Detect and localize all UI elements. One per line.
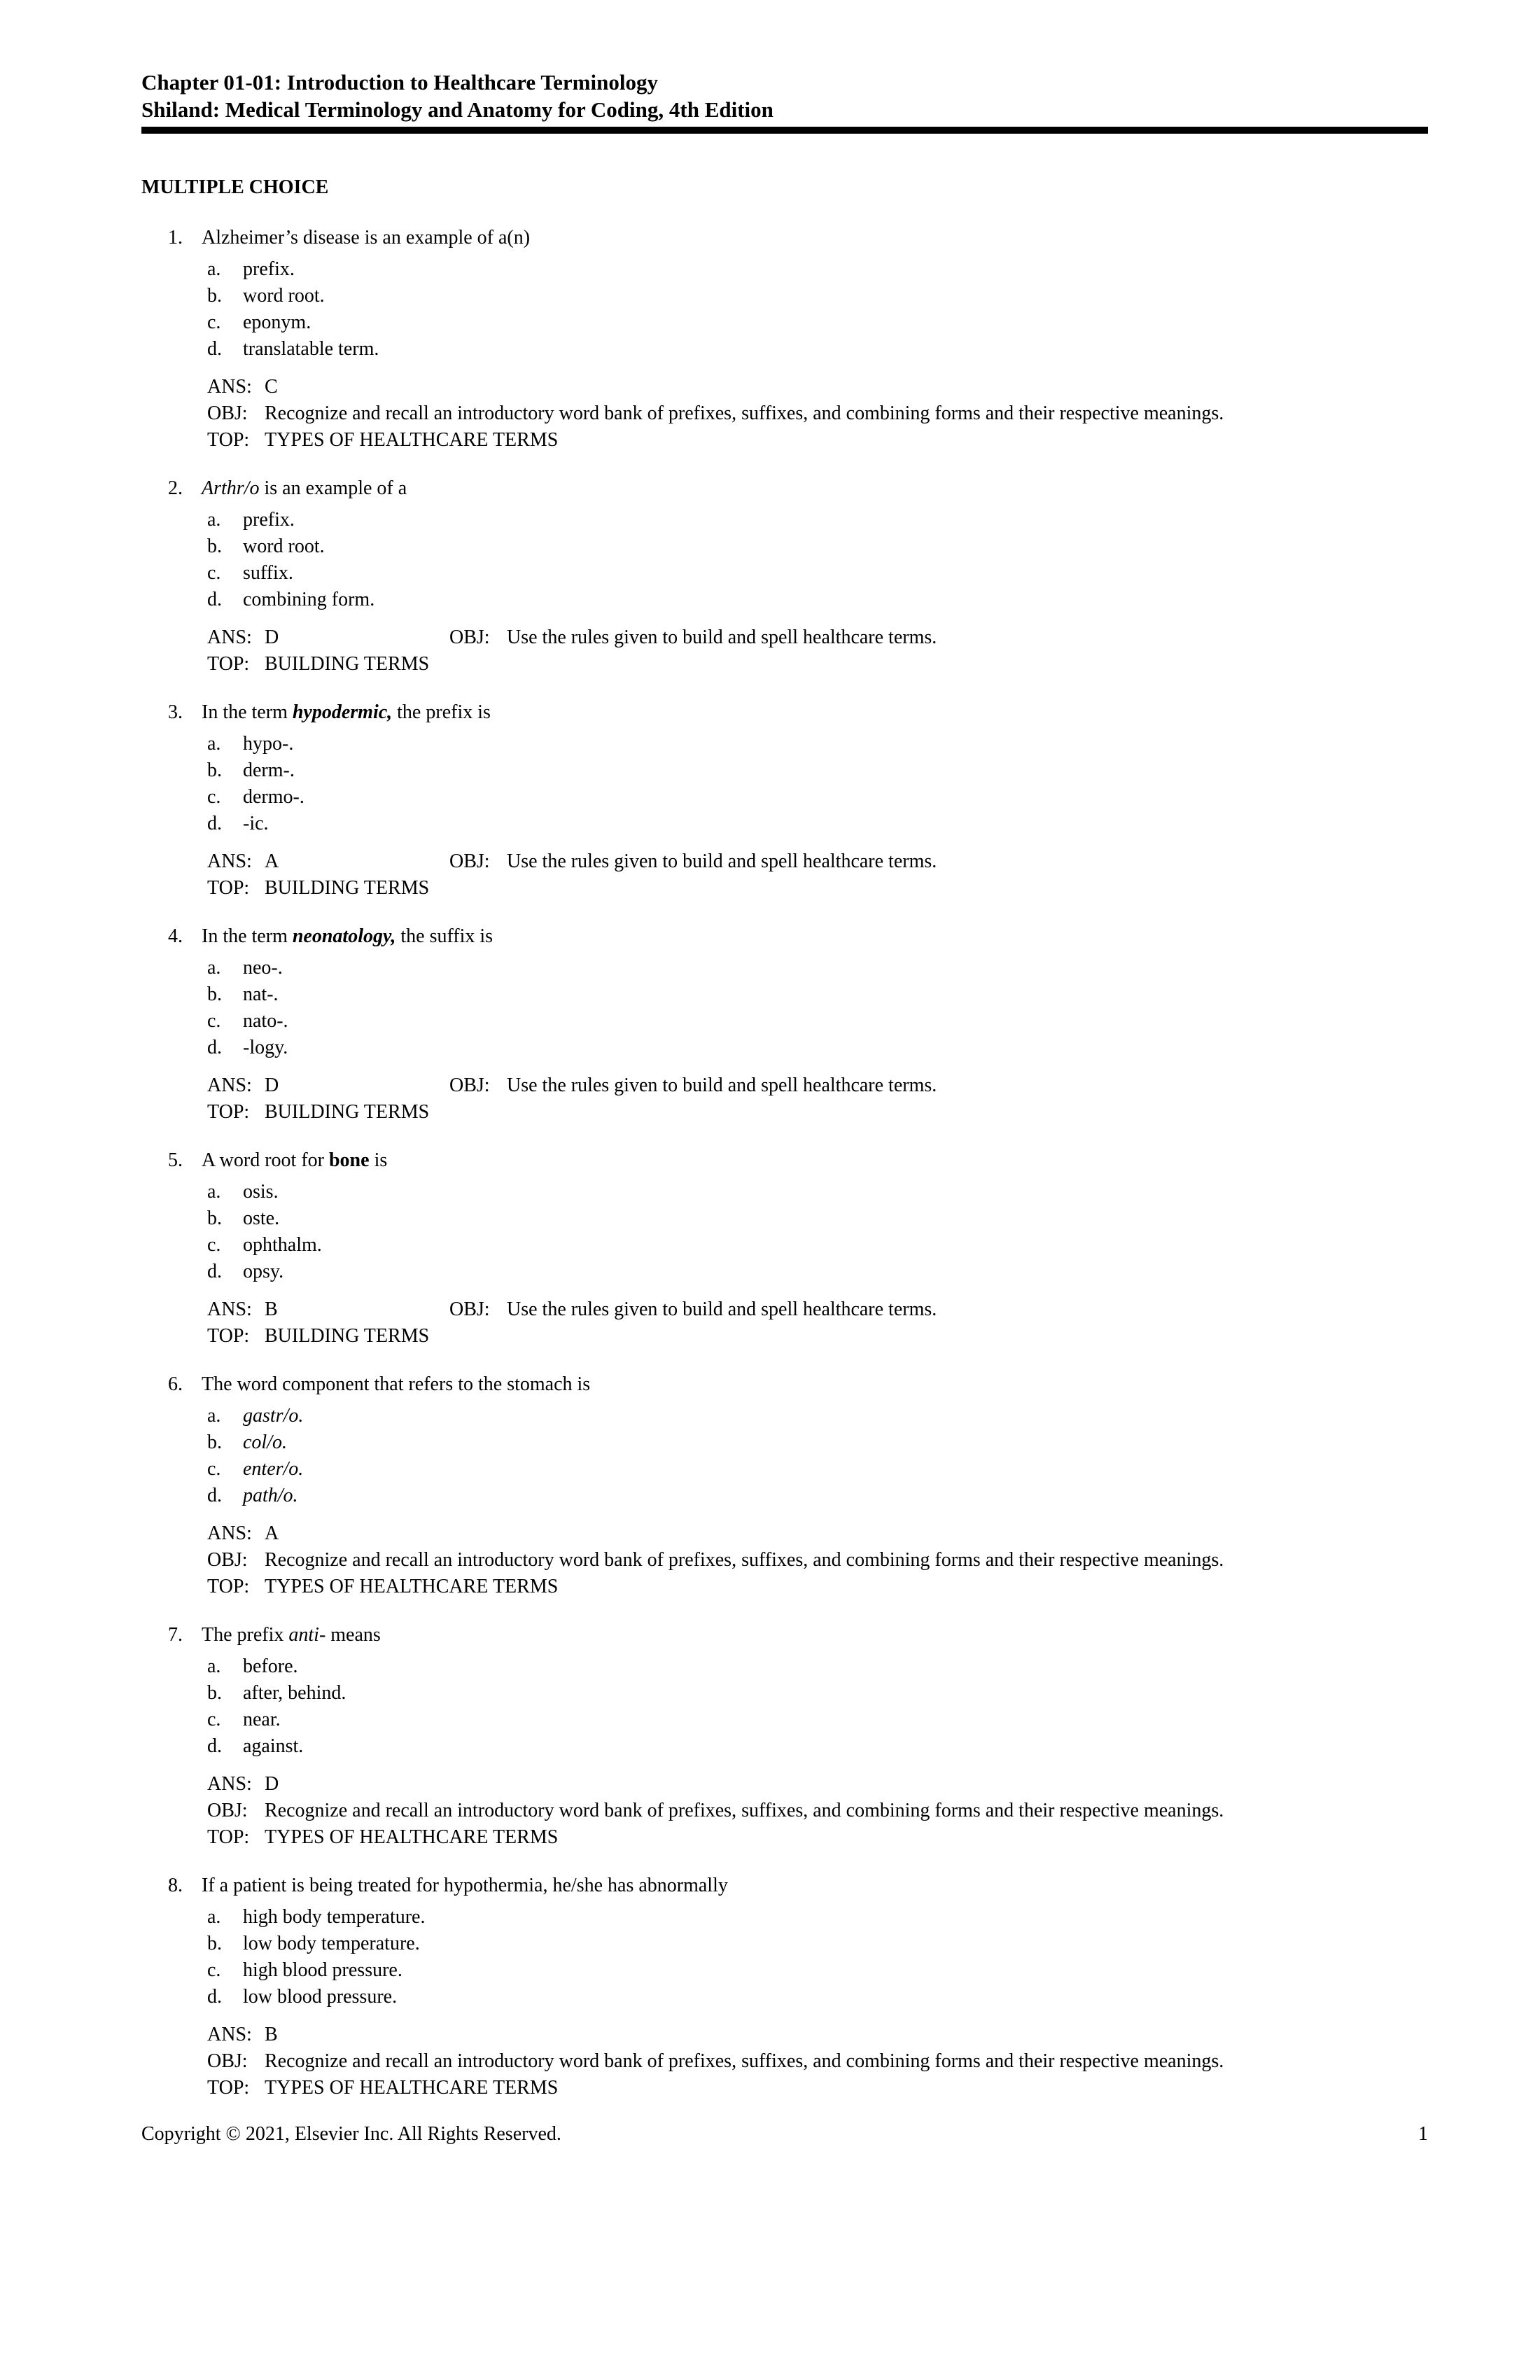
choice-a <box>207 1179 1428 1205</box>
choice-d <box>207 811 1428 837</box>
question-number: 4. <box>168 925 183 947</box>
obj-row <box>207 1547 1428 1574</box>
answer-value: C <box>265 376 278 398</box>
stem-text: A word root for <box>202 1149 329 1171</box>
question-4 <box>141 923 1428 1126</box>
choice-text: low blood pressure. <box>243 1986 398 2008</box>
obj-label: OBJ: <box>207 1800 248 1821</box>
choice-letter: b. <box>207 1682 222 1704</box>
choice-text: before. <box>243 1656 298 1677</box>
choice-c <box>207 784 1428 811</box>
choice-b <box>207 533 1428 560</box>
stem-text: The prefix <box>202 1624 289 1646</box>
choice-c <box>207 1008 1428 1035</box>
topic-text: TYPES OF HEALTHCARE TERMS <box>265 2077 559 2099</box>
choice-text: -ic. <box>243 813 269 834</box>
choice-letter: b. <box>207 1933 222 1954</box>
answer-value: D <box>265 626 279 648</box>
question-stem <box>202 1371 1428 1398</box>
choice-b <box>207 1205 1428 1232</box>
topic-text: TYPES OF HEALTHCARE TERMS <box>265 1826 559 1848</box>
answer-value: A <box>265 1522 279 1544</box>
ans-row <box>207 374 1428 400</box>
question-6 <box>141 1371 1428 1600</box>
choice-text: high body temperature. <box>243 1906 426 1928</box>
choice-letter: b. <box>207 285 222 307</box>
book-title: Shiland: Medical Terminology and Anatomy for Coding, 4th Edition <box>141 97 774 122</box>
top-label: TOP: <box>207 429 250 451</box>
answer-block <box>207 848 1428 902</box>
choice-text: enter/o. <box>243 1458 304 1480</box>
objective-text: Use the rules given to build and spell healthcare terms. <box>507 626 937 648</box>
top-row <box>207 1323 1428 1350</box>
question-1 <box>141 225 1428 454</box>
ans-label: ANS: <box>207 1074 252 1096</box>
choice-text: gastr/o. <box>243 1405 304 1427</box>
stem-emphasis: Arthr/o <box>202 477 260 499</box>
choice-c <box>207 560 1428 587</box>
top-row <box>207 1824 1428 1851</box>
answer-block <box>207 374 1428 454</box>
choice-text: combining form. <box>243 589 375 610</box>
top-row <box>207 1099 1428 1126</box>
objective-text: Recognize and recall an introductory word bank of prefixes, suffixes, and combining forms and their respective meanings. <box>265 402 1224 424</box>
choice-letter: d. <box>207 1261 222 1282</box>
choice-b <box>207 283 1428 309</box>
ans-row <box>207 2022 1428 2048</box>
choice-text: after, behind. <box>243 1682 346 1704</box>
choice-a <box>207 1904 1428 1931</box>
choice-text: oste. <box>243 1208 280 1229</box>
section-title: MULTIPLE CHOICE <box>141 176 329 198</box>
choice-a <box>207 955 1428 981</box>
choice-letter: b. <box>207 983 222 1005</box>
choice-letter: d. <box>207 338 222 360</box>
stem-text: is an example of a <box>259 477 407 499</box>
choice-text: -logy. <box>243 1037 288 1058</box>
choice-text: high blood pressure. <box>243 1959 402 1981</box>
ans-obj-row <box>207 848 1428 875</box>
choice-d <box>207 1984 1428 2010</box>
choice-letter: a. <box>207 258 221 280</box>
question-stem <box>202 1147 1428 1174</box>
choice-letter: c. <box>207 1458 221 1480</box>
topic-text: BUILDING TERMS <box>265 1325 430 1347</box>
choice-d <box>207 1035 1428 1061</box>
choice-letter: c. <box>207 562 221 584</box>
choice-text: nato-. <box>243 1010 288 1032</box>
choice-a <box>207 1653 1428 1680</box>
question-stem <box>202 1872 1428 1899</box>
question-number: 1. <box>168 227 183 248</box>
choice-text: eponym. <box>243 312 312 333</box>
choices-list <box>207 731 1428 837</box>
question-8 <box>141 1872 1428 2101</box>
choice-letter: c. <box>207 1709 221 1730</box>
choice-text: derm-. <box>243 760 295 781</box>
choice-letter: b. <box>207 1432 222 1453</box>
choice-b <box>207 1680 1428 1707</box>
obj-label: OBJ: <box>207 402 248 424</box>
choice-letter: b. <box>207 760 222 781</box>
choice-text: against. <box>243 1735 304 1757</box>
objective-text: Recognize and recall an introductory word bank of prefixes, suffixes, and combining forms and their respective meanings. <box>265 2050 1224 2072</box>
choice-text: osis. <box>243 1181 279 1203</box>
choice-letter: a. <box>207 1906 221 1928</box>
stem-text: If a patient is being treated for hypothermia, he/she has abnormally <box>202 1875 728 1896</box>
choice-text: col/o. <box>243 1432 287 1453</box>
choice-text: nat-. <box>243 983 279 1005</box>
answer-block <box>207 1296 1428 1350</box>
choice-d <box>207 587 1428 613</box>
ans-label: ANS: <box>207 850 252 872</box>
choice-text: low body temperature. <box>243 1933 420 1954</box>
question-stem <box>202 1622 1428 1648</box>
choice-letter: b. <box>207 536 222 557</box>
page-number: 1 <box>1418 2123 1428 2145</box>
copyright-notice: Copyright © 2021, Elsevier Inc. All Rights Reserved. <box>141 2123 561 2145</box>
question-5 <box>141 1147 1428 1350</box>
header-rule <box>141 127 1428 134</box>
question-number: 5. <box>168 1149 183 1171</box>
stem-text: In the term <box>202 701 293 723</box>
choice-letter: d. <box>207 1037 222 1058</box>
question-stem <box>202 475 1428 502</box>
obj-row <box>207 400 1428 427</box>
choice-c <box>207 1707 1428 1733</box>
choice-letter: d. <box>207 1735 222 1757</box>
answer-block <box>207 2022 1428 2101</box>
choice-letter: a. <box>207 1405 221 1427</box>
choice-d <box>207 1259 1428 1285</box>
stem-emphasis: neonatology, <box>292 925 396 947</box>
answer-value: A <box>265 850 279 872</box>
choice-text: suffix. <box>243 562 293 584</box>
top-row <box>207 651 1428 678</box>
top-label: TOP: <box>207 1576 250 1597</box>
choice-letter: a. <box>207 957 221 979</box>
choices-list <box>207 1653 1428 1760</box>
choice-d <box>207 1483 1428 1509</box>
ans-label: ANS: <box>207 1298 252 1320</box>
choice-text: dermo-. <box>243 786 304 808</box>
choice-c <box>207 1232 1428 1259</box>
answer-block <box>207 1072 1428 1126</box>
ans-row <box>207 1520 1428 1547</box>
chapter-title: Chapter 01-01: Introduction to Healthcare Terminology <box>141 70 658 94</box>
ans-obj-row <box>207 1296 1428 1323</box>
choice-text: ophthalm. <box>243 1234 322 1256</box>
answer-block <box>207 624 1428 678</box>
stem-text: means <box>326 1624 381 1646</box>
stem-text: In the term <box>202 925 293 947</box>
choices-list <box>207 507 1428 613</box>
choice-c <box>207 309 1428 336</box>
choice-d <box>207 336 1428 363</box>
obj-row <box>207 1798 1428 1824</box>
question-3 <box>141 699 1428 902</box>
topic-text: BUILDING TERMS <box>265 877 430 899</box>
choice-b <box>207 1429 1428 1456</box>
choices-list <box>207 1179 1428 1285</box>
objective-text: Recognize and recall an introductory word bank of prefixes, suffixes, and combining forms and their respective meanings. <box>265 1800 1224 1821</box>
choice-c <box>207 1456 1428 1483</box>
question-number: 6. <box>168 1373 183 1395</box>
question-number: 3. <box>168 701 183 723</box>
top-label: TOP: <box>207 877 250 899</box>
topic-text: BUILDING TERMS <box>265 1101 430 1123</box>
answer-value: B <box>265 1298 278 1320</box>
choice-letter: a. <box>207 509 221 531</box>
obj-label: OBJ: <box>207 2050 248 2072</box>
question-number: 7. <box>168 1624 183 1646</box>
choice-text: path/o. <box>243 1485 298 1506</box>
choice-letter: c. <box>207 1959 221 1981</box>
choice-a <box>207 256 1428 283</box>
ans-obj-row <box>207 624 1428 651</box>
stem-text: The word component that refers to the stomach is <box>202 1373 591 1395</box>
choice-a <box>207 731 1428 757</box>
question-number: 2. <box>168 477 183 499</box>
stem-emphasis: anti- <box>288 1624 326 1646</box>
choice-text: opsy. <box>243 1261 284 1282</box>
choice-text: prefix. <box>243 258 295 280</box>
topic-text: TYPES OF HEALTHCARE TERMS <box>265 1576 559 1597</box>
choice-letter: a. <box>207 733 221 755</box>
choice-letter: d. <box>207 1986 222 2008</box>
question-stem <box>202 699 1428 726</box>
choice-text: neo-. <box>243 957 283 979</box>
top-label: TOP: <box>207 653 250 675</box>
obj-label: OBJ: <box>449 626 490 648</box>
objective-text: Recognize and recall an introductory word bank of prefixes, suffixes, and combining forms and their respective meanings. <box>265 1549 1224 1571</box>
question-stem <box>202 225 1428 251</box>
objective-text: Use the rules given to build and spell healthcare terms. <box>507 1298 937 1320</box>
top-label: TOP: <box>207 1826 250 1848</box>
obj-label: OBJ: <box>449 1298 490 1320</box>
ans-row <box>207 1771 1428 1798</box>
choice-letter: d. <box>207 813 222 834</box>
choices-list <box>207 1904 1428 2010</box>
topic-text: BUILDING TERMS <box>265 653 430 675</box>
choice-letter: c. <box>207 1234 221 1256</box>
choice-letter: d. <box>207 589 222 610</box>
choice-text: hypo-. <box>243 733 294 755</box>
choice-text: word root. <box>243 536 325 557</box>
ans-obj-row <box>207 1072 1428 1099</box>
ans-label: ANS: <box>207 1773 252 1795</box>
stem-text: is <box>369 1149 388 1171</box>
choices-list <box>207 1403 1428 1509</box>
obj-label: OBJ: <box>207 1549 248 1571</box>
choice-text: near. <box>243 1709 281 1730</box>
stem-text: the suffix is <box>396 925 493 947</box>
choice-a <box>207 507 1428 533</box>
page-footer <box>141 2121 1428 2148</box>
stem-text: the prefix is <box>392 701 491 723</box>
ans-label: ANS: <box>207 2024 252 2045</box>
document-content <box>141 69 1428 2123</box>
choices-list <box>207 256 1428 363</box>
question-stem <box>202 923 1428 950</box>
choice-text: translatable term. <box>243 338 379 360</box>
answer-value: D <box>265 1074 279 1096</box>
answer-block <box>207 1771 1428 1851</box>
top-row <box>207 2075 1428 2101</box>
answer-block <box>207 1520 1428 1600</box>
stem-text: Alzheimer’s disease is an example of a(n) <box>202 227 531 248</box>
choices-list <box>207 955 1428 1061</box>
answer-value: D <box>265 1773 279 1795</box>
choice-text: word root. <box>243 285 325 307</box>
obj-label: OBJ: <box>449 850 490 872</box>
ans-label: ANS: <box>207 376 252 398</box>
stem-emphasis: hypodermic, <box>292 701 393 723</box>
obj-label: OBJ: <box>449 1074 490 1096</box>
answer-value: B <box>265 2024 278 2045</box>
top-label: TOP: <box>207 1325 250 1347</box>
choice-letter: d. <box>207 1485 222 1506</box>
stem-emphasis: bone <box>328 1149 370 1171</box>
document-header <box>141 69 1428 134</box>
objective-text: Use the rules given to build and spell healthcare terms. <box>507 850 937 872</box>
choice-letter: a. <box>207 1181 221 1203</box>
choice-c <box>207 1957 1428 1984</box>
question-7 <box>141 1622 1428 1851</box>
ans-label: ANS: <box>207 626 252 648</box>
choice-letter: c. <box>207 1010 221 1032</box>
topic-text: TYPES OF HEALTHCARE TERMS <box>265 429 559 451</box>
choice-a <box>207 1403 1428 1429</box>
top-row <box>207 427 1428 454</box>
question-2 <box>141 475 1428 678</box>
question-number: 8. <box>168 1875 183 1896</box>
choice-letter: c. <box>207 312 221 333</box>
top-row <box>207 1574 1428 1600</box>
choice-b <box>207 1931 1428 1957</box>
choice-letter: c. <box>207 786 221 808</box>
choice-b <box>207 981 1428 1008</box>
choice-text: prefix. <box>243 509 295 531</box>
choice-letter: a. <box>207 1656 221 1677</box>
top-label: TOP: <box>207 2077 250 2099</box>
choice-d <box>207 1733 1428 1760</box>
choice-letter: b. <box>207 1208 222 1229</box>
top-label: TOP: <box>207 1101 250 1123</box>
ans-label: ANS: <box>207 1522 252 1544</box>
obj-row <box>207 2048 1428 2075</box>
objective-text: Use the rules given to build and spell healthcare terms. <box>507 1074 937 1096</box>
choice-b <box>207 757 1428 784</box>
top-row <box>207 875 1428 902</box>
